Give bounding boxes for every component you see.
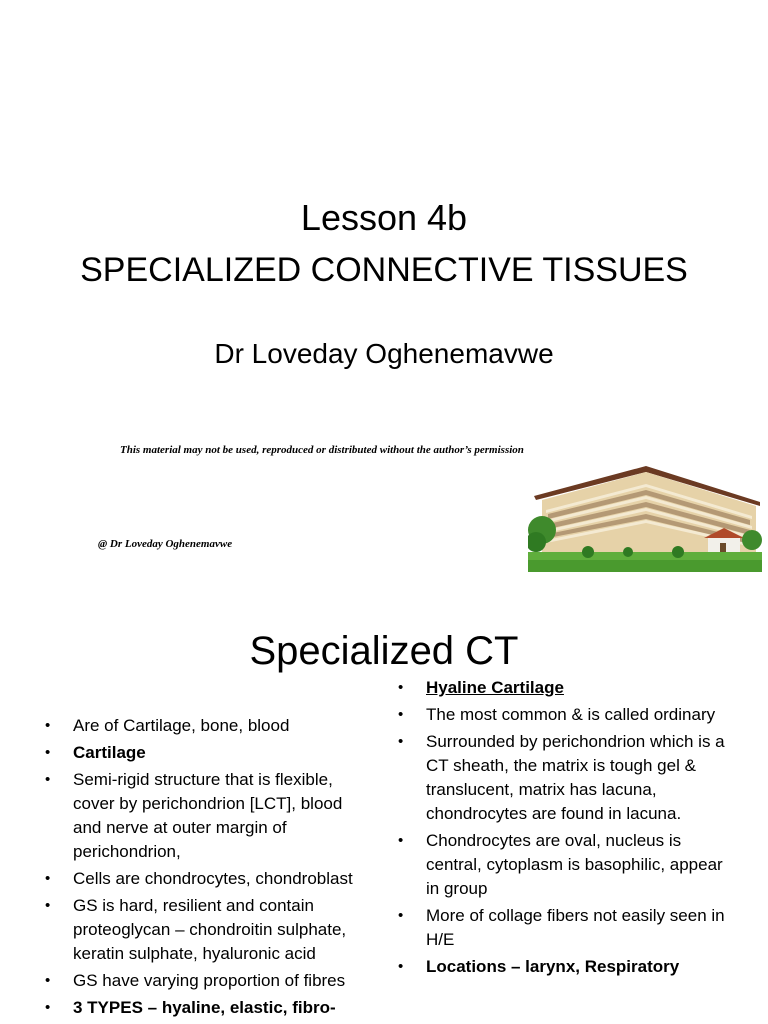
university-building-photo [528,460,762,572]
permission-notice: This material may not be used, reproduced or distributed without the author’s permission [120,444,524,456]
bullet-icon: • [45,897,51,914]
bullet-icon: • [398,832,404,849]
copyright-notice: @ Dr Loveday Oghenemavwe [98,538,233,550]
list-item: • Locations – larynx, Respiratory [398,955,728,979]
left-bullet-list [45,714,370,1023]
right-bullet-list [398,676,728,982]
list-item: • Hyaline Cartilage [398,676,728,700]
content-slide [0,590,768,1024]
bullet-icon: • [45,999,51,1016]
list-item: • Chondrocytes are oval, nucleus is central, cytoplasm is basophilic, appear in group [398,831,723,898]
list-item: • GS is hard, resilient and contain proteoglycan – chondroitin sulphate, keratin sulphate, hyaluronic acid [45,896,347,963]
bullet-icon: • [398,958,404,975]
bullet-icon: • [45,870,51,887]
list-item: • More of collage fibers not easily seen in H/E [398,906,725,949]
bullet-icon: • [398,907,404,924]
slide-heading: Specialized CT [249,629,519,673]
list-item: • GS have varying proportion of fibres [45,969,370,993]
bullet-icon: • [45,972,51,989]
bullet-icon: • [398,679,404,696]
lesson-number: Lesson 4b [300,197,468,238]
bullet-icon: • [398,706,404,723]
list-item: • Cells are chondrocytes, chondroblast [45,867,370,891]
list-item: • Surrounded by perichondrion which is a CT sheath, the matrix is tough gel & translucent, matrix has lacuna, chondrocytes are found in lacuna. [398,732,725,823]
bullet-icon: • [398,733,404,750]
slide-title: SPECIALIZED CONNECTIVE TISSUES [80,251,688,289]
list-item: • Semi-rigid structure that is flexible, cover by perichondrion [LCT], blood and nerve at outer margin of perichondrion, [45,770,343,861]
bullet-icon: • [45,771,51,788]
author-name: Dr Loveday Oghenemavwe [214,338,554,369]
list-item: • Are of Cartilage, bone, blood [45,714,370,738]
list-item: • 3 TYPES – hyaline, elastic, fibro- [45,996,370,1020]
list-item: • Cartilage [45,741,370,765]
list-item: • The most common & is called ordinary [398,703,728,727]
bullet-icon: • [45,744,51,761]
bullet-icon: • [45,717,51,734]
